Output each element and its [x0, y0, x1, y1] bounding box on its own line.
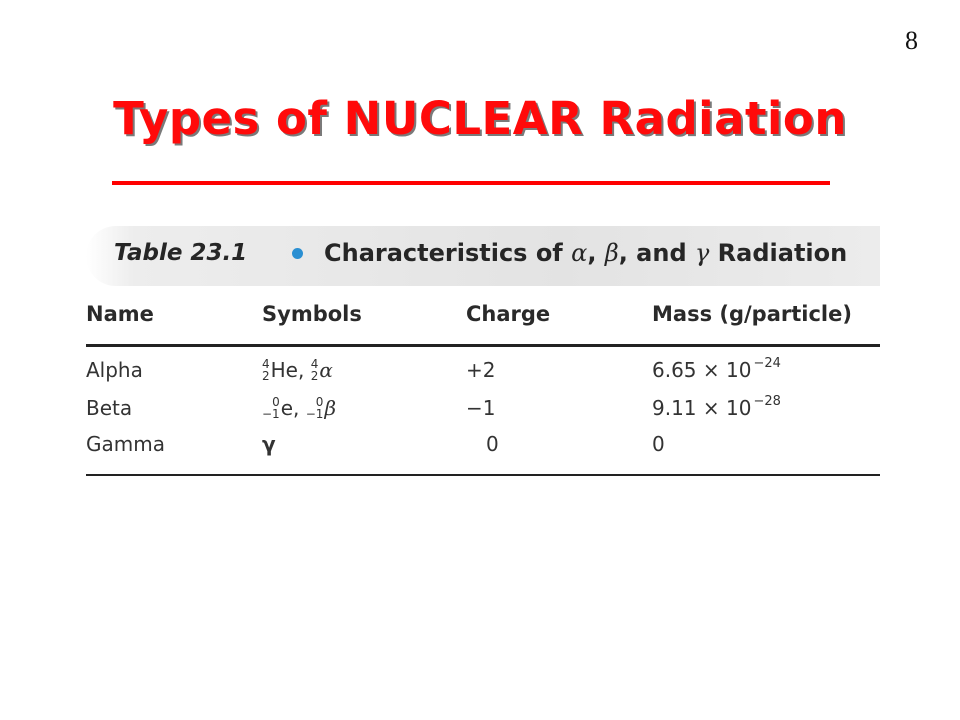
cell-name: Beta	[86, 396, 133, 420]
cell-symbols: 4 2 He, 4 2 α	[262, 356, 333, 383]
cell-mass: 0	[652, 432, 665, 456]
table-caption-label: Table 23.1	[114, 240, 248, 266]
column-header-name: Name	[86, 302, 154, 326]
column-header-mass: Mass (g/particle)	[652, 302, 852, 326]
cell-name: Gamma	[86, 432, 165, 456]
table-row	[86, 432, 880, 466]
cell-name: Alpha	[86, 358, 143, 382]
cell-charge: +2	[466, 358, 496, 382]
cell-symbols: γ	[262, 432, 276, 456]
table-bottom-rule	[86, 474, 880, 476]
cell-charge: 0	[486, 432, 499, 456]
cell-mass: 9.11 × 10 $^{-28}$	[652, 394, 781, 420]
table-header-row	[86, 296, 880, 340]
table-caption-text: Characteristics of α, β, and γ Radiation	[324, 239, 848, 267]
cell-symbols: 0 −1 e, 0 −1 β	[262, 394, 336, 421]
table-caption-bar	[86, 226, 880, 286]
column-header-charge: Charge	[466, 302, 551, 326]
slide-number: 8	[905, 26, 918, 55]
radiation-table	[86, 296, 880, 456]
slide-title: Types of NUCLEAR Radiation	[113, 92, 847, 145]
column-header-symbols: Symbols	[262, 302, 362, 326]
title-underline	[112, 181, 830, 185]
table-row	[86, 396, 880, 430]
header-rule	[86, 344, 880, 347]
caption-bullet-icon	[292, 248, 303, 259]
cell-mass: 6.65 × 10 $^{-24}$	[652, 356, 781, 382]
cell-charge: −1	[466, 396, 496, 420]
table-row	[86, 358, 880, 392]
